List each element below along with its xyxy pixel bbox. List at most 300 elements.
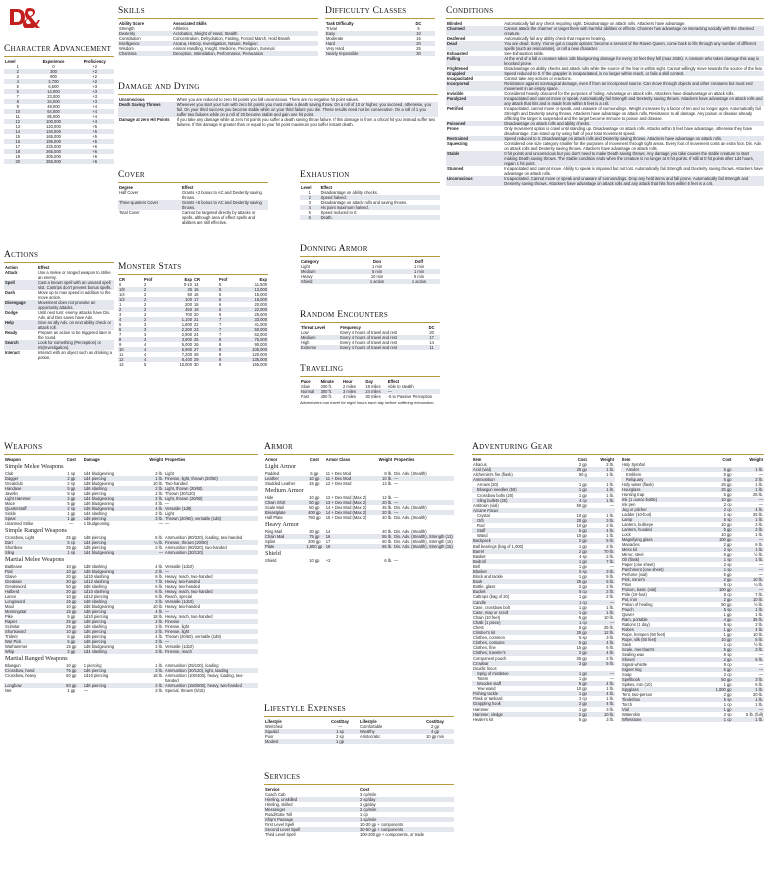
- table-cell: Lamp: [621, 517, 704, 522]
- table-cell: ½ lb.: [754, 602, 763, 607]
- table-cell: Acrobatics, Sleight of Hand, Stealth: [172, 31, 318, 36]
- table-cell: Constitution: [119, 36, 141, 41]
- table-cell: Thrown (20/60), versatile (1d8): [164, 634, 258, 639]
- table-cell: 11: [423, 345, 440, 350]
- group-heading: Light Armor: [264, 462, 454, 471]
- table-cell: Low: [301, 330, 309, 335]
- table-cell: 1d4 slashing: [83, 649, 141, 654]
- table-cell: —: [758, 672, 763, 677]
- table-row: [325, 51, 435, 56]
- table-cell: Fishing tackle: [472, 691, 561, 696]
- table-cell: —: [393, 510, 454, 515]
- table-cell: Tent, two-person: [622, 692, 653, 697]
- table-cell: Mess kit: [621, 547, 704, 552]
- col-header: Proficiency: [83, 59, 106, 64]
- table-cell: 5 gp: [60, 614, 83, 619]
- table-cell: Intelligence: [118, 41, 172, 46]
- table-cell: Cannot take any actions or reactions.: [504, 76, 572, 81]
- cover-section: [118, 170, 268, 225]
- table-cell: Third Level Spell: [265, 832, 296, 837]
- table-cell: Plate: [264, 544, 304, 549]
- table-cell: 90,000: [254, 342, 267, 347]
- table-cell: 5 lb. (full): [746, 712, 763, 717]
- table-cell: 5 cp: [723, 662, 732, 667]
- table-cell: 75,000: [243, 337, 268, 342]
- table-cell: 1d4 bludgeoning: [83, 550, 141, 555]
- table-cell: Medium: [300, 269, 356, 274]
- col-header: Weight: [600, 457, 614, 462]
- col-header: Minute: [320, 379, 334, 384]
- table-cell: Dis. Adv. (Stealth): [393, 471, 454, 476]
- table-cell: Glaive: [4, 574, 60, 579]
- col-header: Cost: [66, 457, 76, 462]
- table-cell: Mirror, steel: [622, 552, 644, 557]
- table-cell: +4: [76, 119, 115, 124]
- table-cell: 10 gp: [60, 604, 83, 609]
- table-cell: 4: [144, 342, 147, 347]
- table-cell: 1d4 bludgeoning: [83, 471, 141, 476]
- col-header: Weight: [749, 457, 763, 462]
- table-cell: 1 min: [413, 264, 424, 269]
- table-cell: Greatclub: [4, 481, 60, 486]
- table-row: [4, 310, 114, 320]
- table-cell: 40 lb.: [374, 529, 393, 534]
- table-cell: 10 lb.: [141, 481, 164, 486]
- table-cell: 1d6 bludgeoning: [83, 506, 141, 511]
- table-row: [4, 330, 114, 340]
- table-cell: 4 lb.: [141, 506, 164, 511]
- table-cell: 4 lb.: [141, 501, 164, 506]
- table-cell: 1 lb.: [606, 533, 614, 539]
- table-cell: ¼ lb.: [141, 540, 164, 545]
- table-cell: 4 gp: [416, 729, 454, 734]
- table-cell: 2 gp: [723, 692, 732, 697]
- table-cell: 3: [119, 312, 122, 317]
- table-cell: Finesse, light, thrown (20/60): [164, 476, 258, 481]
- table-cell: 15 gp: [60, 599, 83, 604]
- table-cell: Extreme: [300, 345, 339, 350]
- table-row: [472, 717, 615, 722]
- table-cell: 9: [219, 362, 222, 367]
- table-cell: 25 gp: [60, 619, 83, 624]
- col-header: Experience: [42, 59, 65, 64]
- table-cell: Blowgun needles (50): [472, 487, 561, 492]
- table-cell: 2 gp: [561, 650, 588, 655]
- table-cell: 2: [144, 292, 147, 297]
- table-cell: 3 lb.: [141, 688, 164, 693]
- table-row: [446, 151, 764, 166]
- table-cell: 9: [218, 357, 243, 362]
- table-cell: 15 + Dex Mod (Max 2): [325, 515, 374, 520]
- table-cell: 10 lb.: [603, 614, 614, 620]
- table-cell: Dart: [4, 540, 60, 545]
- table-cell: 4 lb.: [141, 609, 164, 614]
- table-cell: Cast a known spell with an unused spell slot. Cantrips don't prevent bonus spells.: [37, 280, 114, 290]
- table-cell: Potion of healing: [622, 602, 653, 607]
- col-header: Cost: [577, 457, 587, 462]
- table-cell: 1 lb.: [141, 476, 164, 481]
- table-cell: 25 gp: [60, 545, 83, 550]
- table-cell: 2 gp: [578, 462, 587, 467]
- table-cell: +3: [92, 84, 98, 89]
- table-cell: 2 lb.: [733, 477, 764, 482]
- table-cell: Totem: [477, 675, 489, 681]
- table-cell: 1d8 slashing: [83, 599, 141, 604]
- table-cell: 5 cp: [60, 540, 83, 545]
- table-cell: 16: [194, 292, 199, 297]
- monster-stats-section: [118, 262, 268, 367]
- table-cell: +6: [92, 154, 98, 159]
- table-cell: 65 lb.: [374, 544, 393, 549]
- table-cell: 1 lb.: [733, 607, 764, 612]
- table-cell: 2 cp: [723, 672, 732, 677]
- table-row: [4, 673, 258, 683]
- table-cell: 1 lb.: [733, 717, 764, 722]
- table-cell: 5 gp: [723, 552, 732, 557]
- table-cell: Dis. Adv. (Stealth), Strength (15): [394, 544, 453, 549]
- table-cell: 1 action: [398, 279, 440, 284]
- table-cell: Death.: [320, 215, 440, 220]
- table-cell: Scale, merchant's: [621, 647, 704, 652]
- table-cell: 1d4 slashing: [83, 511, 141, 516]
- table-cell: 50 gp: [304, 500, 325, 505]
- col-header: Degree: [119, 185, 133, 190]
- table-cell: 18 lb.: [141, 614, 164, 619]
- col-header: Service: [265, 787, 280, 792]
- table-row: [118, 362, 268, 367]
- table-cell: 2: [143, 297, 168, 302]
- table-cell: 105,000: [243, 347, 268, 352]
- table-cell: 5: [308, 210, 311, 215]
- table-cell: Incapacitated and cannot move. Ability to speak is impaired but not lost. Automatically fail Strength and Dexterity saving throws. Attackers have advantage on attack rolls.: [504, 166, 763, 176]
- table-cell: 2 gp: [704, 657, 733, 662]
- table-cell: 2 gp: [704, 577, 733, 582]
- table-cell: +3: [92, 94, 98, 99]
- table-cell: 1d4 bludgeoning: [83, 496, 141, 501]
- conditions-table: [446, 21, 764, 186]
- table-cell: —: [733, 497, 764, 502]
- table-cell: 18 lb.: [141, 673, 164, 683]
- table-cell: Ammunition (25/100), loading: [164, 663, 258, 668]
- lifestyle-table: [264, 719, 454, 744]
- table-cell: 5 gp: [704, 477, 733, 482]
- table-cell: 155,000: [252, 362, 267, 367]
- table-cell: Dis. Adv. (Stealth): [393, 515, 454, 520]
- table-cell: +4: [92, 114, 98, 119]
- table-cell: Every 4 hours of travel and rest: [340, 330, 398, 335]
- table-row: [446, 106, 764, 121]
- table-cell: Staff: [472, 528, 561, 533]
- table-cell: 1 lb.: [606, 512, 614, 518]
- table-cell: 4 lb.: [588, 640, 615, 645]
- table-cell: 4 lb.: [733, 627, 764, 632]
- table-cell: Search: [4, 340, 37, 350]
- table-cell: Acid (vial): [472, 467, 561, 472]
- table-cell: 100 gp: [704, 587, 733, 592]
- table-row: [446, 56, 764, 66]
- table-cell: 2 sp/day: [359, 797, 454, 802]
- table-cell: Dexterity: [118, 31, 172, 36]
- table-cell: 4 lb.: [588, 528, 615, 533]
- table-cell: 5 gp: [60, 639, 83, 644]
- table-cell: At the end of a fall a creature takes 1d6 bludgeoning damage for every 10 feet they fell (max 20d6). A creature who takes damage this way is knocked prone.: [503, 56, 764, 66]
- table-cell: 6 lb.: [755, 542, 763, 547]
- table-cell: 5 gp: [561, 681, 588, 686]
- table-cell: —: [758, 562, 763, 567]
- table-cell: +6: [76, 149, 115, 154]
- table-cell: 25,000: [254, 312, 267, 317]
- table-cell: 3 cp/mile: [360, 792, 377, 797]
- table-cell: You are dead. Sorry. You've got a couple options: become a servant of the Raven Queen, come back to life through any number of different spells (such as reincarnate), or roll a new character.: [503, 41, 764, 51]
- table-cell: 5 lb.: [588, 538, 615, 543]
- table-cell: 1/8: [118, 287, 143, 292]
- table-cell: Bell: [473, 563, 480, 569]
- table-cell: Ammunition (30/120), light, loading: [164, 668, 258, 673]
- table-cell: Finesse: [164, 619, 258, 624]
- col-header: Item: [622, 457, 631, 462]
- table-cell: 195,000: [32, 139, 76, 144]
- table-cell: 25 lb.: [603, 625, 614, 630]
- table-cell: 5 gp: [704, 467, 733, 472]
- table-cell: 4: [143, 357, 168, 362]
- table-cell: 3 lb.: [606, 716, 614, 722]
- table-cell: 750 gp: [304, 515, 325, 520]
- table-cell: Candle: [472, 600, 561, 605]
- table-cell: 1 gp: [723, 632, 732, 637]
- table-row: [300, 279, 440, 284]
- table-cell: Very Hard: [326, 46, 345, 51]
- table-cell: 3: [143, 337, 168, 342]
- table-cell: Speed reduced to 0. Disadvantage on attack rolls and Dexterity saving throws. Attackers have advantage on attack rolls.: [503, 136, 764, 141]
- table-cell: 2 cp: [704, 507, 733, 512]
- table-cell: Robes: [621, 627, 704, 632]
- table-cell: 1: [119, 302, 122, 307]
- table-cell: 27: [193, 347, 218, 352]
- table-cell: 3 lb.: [606, 635, 614, 641]
- table-cell: 4 lb.: [588, 701, 615, 706]
- table-cell: 6 lb.: [141, 594, 164, 599]
- group-heading: Simple Ranged Weapons: [4, 526, 258, 535]
- table-cell: Heavy, two-handed: [164, 584, 258, 589]
- table-cell: 200 ft.: [320, 384, 332, 389]
- table-cell: Javelin: [4, 491, 60, 496]
- table-cell: 3 lb.: [141, 624, 164, 629]
- table-cell: Light, thrown (20/60): [164, 496, 258, 501]
- table-cell: 25: [416, 46, 421, 51]
- table-cell: 1d8 slashing: [83, 564, 141, 569]
- table-cell: Ship's Passage: [264, 817, 359, 822]
- table-cell: 7: [219, 322, 222, 327]
- table-cell: 2 lb.: [755, 622, 763, 627]
- table-cell: —: [758, 472, 763, 477]
- table-cell: +5: [76, 139, 115, 144]
- table-cell: 25 lb.: [752, 512, 763, 517]
- table-cell: 165,000: [46, 134, 61, 139]
- table-cell: 64,000: [32, 109, 76, 114]
- table-cell: 50 gp: [60, 683, 83, 688]
- table-cell: Speed reduced to 0. If the grappler is incapacitated, is no longer within reach, or fails a skill contest.: [503, 71, 764, 76]
- table-cell: Blinded: [447, 21, 463, 26]
- table-cell: 25 gp: [704, 487, 733, 492]
- table-cell: 6: [218, 307, 243, 312]
- table-cell: 10: [402, 31, 435, 36]
- table-cell: Ring Mail: [264, 529, 304, 534]
- table-cell: 2 miles: [342, 384, 356, 389]
- table-cell: Half Plate: [264, 515, 304, 520]
- table-cell: 14 + Dex Mod (Max 2): [325, 510, 374, 515]
- section-title: Donning Armor: [300, 244, 440, 257]
- group-heading: Simple Melee Weapons: [4, 462, 258, 471]
- table-row: [264, 832, 454, 837]
- table-cell: Chest: [473, 625, 484, 630]
- table-cell: Fast: [301, 394, 309, 399]
- table-cell: 12: [118, 357, 143, 362]
- table-cell: 25 gp: [561, 630, 588, 635]
- section-title: Adventuring Gear: [472, 442, 764, 455]
- table-cell: —: [733, 567, 764, 572]
- table-cell: —: [758, 502, 763, 507]
- table-cell: 15,000: [254, 292, 267, 297]
- table-cell: Vial: [621, 707, 704, 712]
- table-cell: +6: [76, 159, 115, 164]
- table-cell: 30: [194, 362, 199, 367]
- col-header: Weight: [378, 457, 393, 462]
- col-header: DC: [415, 21, 422, 26]
- table-cell: 3: [143, 327, 168, 332]
- table-cell: 29: [193, 357, 218, 362]
- table-cell: 2 sp: [60, 481, 83, 486]
- table-cell: —: [758, 662, 763, 667]
- armor-section: [264, 442, 454, 563]
- table-cell: Chain Mail: [264, 534, 304, 539]
- table-cell: Grappled: [446, 71, 503, 76]
- table-cell: Nearly Impossible: [325, 51, 402, 56]
- table-cell: Pouch: [621, 607, 704, 612]
- table-cell: —: [164, 501, 258, 506]
- table-cell: 75 gp: [304, 534, 325, 539]
- table-cell: —: [733, 707, 764, 712]
- table-cell: 6: [300, 215, 320, 220]
- table-cell: 4 lb.: [141, 634, 164, 639]
- table-cell: 2 sp: [704, 547, 733, 552]
- table-cell: Spellbook: [621, 677, 704, 682]
- table-cell: Clothes, costume: [472, 640, 561, 645]
- table-cell: 1 gp: [561, 610, 588, 615]
- table-cell: Charmed: [446, 26, 503, 36]
- table-cell: 2: [144, 282, 147, 287]
- table-cell: 0 hit points and unconscious but you don't need to make Death saving throws. Any damage you take causes the stable creature to start making Death saving throws. The Stable condition ends when the creature is no longer at 0 hit points. If still at 0 hit points after 1d4 hours, regain 1 hit point.: [503, 151, 764, 166]
- table-cell: 4 cp: [561, 498, 588, 503]
- table-cell: Component pouch: [473, 655, 507, 661]
- table-cell: 6: [118, 327, 143, 332]
- table-cell: Sack: [622, 642, 632, 647]
- col-header: Weapon: [5, 457, 21, 462]
- skills-table: [118, 21, 318, 56]
- table-cell: Shield: [264, 558, 304, 563]
- table-cell: 900: [50, 74, 57, 79]
- table-cell: 1 lb.: [141, 663, 164, 668]
- table-cell: Shield: [300, 279, 356, 284]
- table-cell: 3 lb.: [606, 706, 614, 712]
- table-cell: 2 sp: [723, 562, 732, 567]
- table-cell: Rope, hempen (50 feet): [622, 632, 666, 637]
- table-cell: 10 gp: [576, 523, 587, 529]
- table-cell: Warhammer: [4, 644, 60, 649]
- table-cell: 1 sp: [704, 567, 733, 572]
- table-cell: Ammunition (80/320), two-handed: [164, 545, 258, 550]
- group-heading-row: [264, 520, 454, 529]
- table-cell: Hard: [325, 41, 402, 46]
- table-cell: 5 cp: [723, 582, 732, 587]
- table-cell: 30-50 gp + components: [359, 827, 454, 832]
- table-cell: 3 miles: [342, 389, 364, 394]
- table-cell: Rapier: [4, 619, 60, 624]
- table-cell: 2 lb.: [588, 589, 615, 594]
- table-cell: 1d6 bludgeoning: [83, 501, 141, 506]
- table-cell: Hireling, skilled: [265, 802, 293, 807]
- table-cell: Versatile (1d10): [164, 644, 258, 649]
- table-cell: Hide: [264, 495, 304, 500]
- table-cell: 7 lb.: [141, 579, 164, 584]
- table-cell: 5 lb.: [606, 574, 614, 580]
- table-cell: 4 miles: [342, 394, 356, 399]
- table-cell: Crossbow bolts (20): [477, 492, 514, 498]
- table-row: [446, 41, 764, 51]
- table-cell: Light: [301, 264, 310, 269]
- table-cell: Incapacitated. Cannot move or speak and unaware of surroundings. Drop any held items and fall prone. Automatically fail Strength and Dexterity saving throws. Attackers have advantage on attack rolls and any attack that hits from within 5 feet is a crit.: [503, 176, 764, 186]
- table-cell: —: [609, 563, 614, 569]
- table-cell: Whip: [4, 649, 60, 654]
- col-header: Pace: [301, 379, 311, 384]
- table-cell: Light Hammer: [4, 496, 60, 501]
- table-cell: Half Cover: [119, 190, 139, 195]
- table-cell: Parchment (one sheet): [621, 567, 704, 572]
- table-cell: 5 gp: [304, 471, 325, 476]
- table-cell: 5 gp: [60, 501, 83, 506]
- table-cell: 1,100: [168, 317, 193, 322]
- table-cell: —: [609, 502, 614, 508]
- table-cell: 1: [16, 64, 19, 69]
- table-cell: Heavy, two-handed: [164, 604, 258, 609]
- table-cell: Messenger: [264, 807, 359, 812]
- table-cell: Dodge: [5, 310, 18, 315]
- table-cell: 10 gp: [60, 569, 83, 574]
- table-cell: Perfume (vial): [622, 572, 648, 577]
- table-cell: Disadvantage on attack rolls and saving throws.: [320, 200, 408, 205]
- table-cell: Arrows (20): [477, 482, 499, 488]
- table-cell: Sealing wax: [622, 652, 645, 657]
- col-header: Category: [301, 259, 319, 264]
- section-title: Monster Stats: [118, 262, 268, 275]
- table-cell: 5 lb.: [733, 657, 764, 662]
- section-title: Conditions: [446, 6, 764, 19]
- table-cell: Until next turn: enemy attacks have Dis. Adv. and Dex saves have Adv.: [38, 310, 111, 320]
- table-cell: 2 gp: [60, 496, 83, 501]
- table-cell: 3,900: [168, 337, 193, 342]
- table-cell: 2 gp: [561, 538, 588, 543]
- table-cell: Every 4 hours of travel and rest: [339, 335, 423, 340]
- table-cell: 5 min: [356, 269, 398, 274]
- table-cell: 1d6 piercing: [83, 668, 141, 673]
- table-cell: 1 lb.: [755, 702, 763, 707]
- table-cell: Versatile (1d10): [164, 564, 258, 569]
- table-cell: 2 lb.: [606, 523, 614, 529]
- table-cell: 5 gp: [723, 492, 732, 497]
- table-row: [4, 340, 114, 350]
- table-cell: Cannot attack the charmer or target them with harmful abilities or effects. Charmer has advantage on interacting socially with the charmed creature.: [503, 26, 764, 36]
- table-cell: 50 gp: [304, 505, 325, 510]
- table-row: [446, 141, 764, 151]
